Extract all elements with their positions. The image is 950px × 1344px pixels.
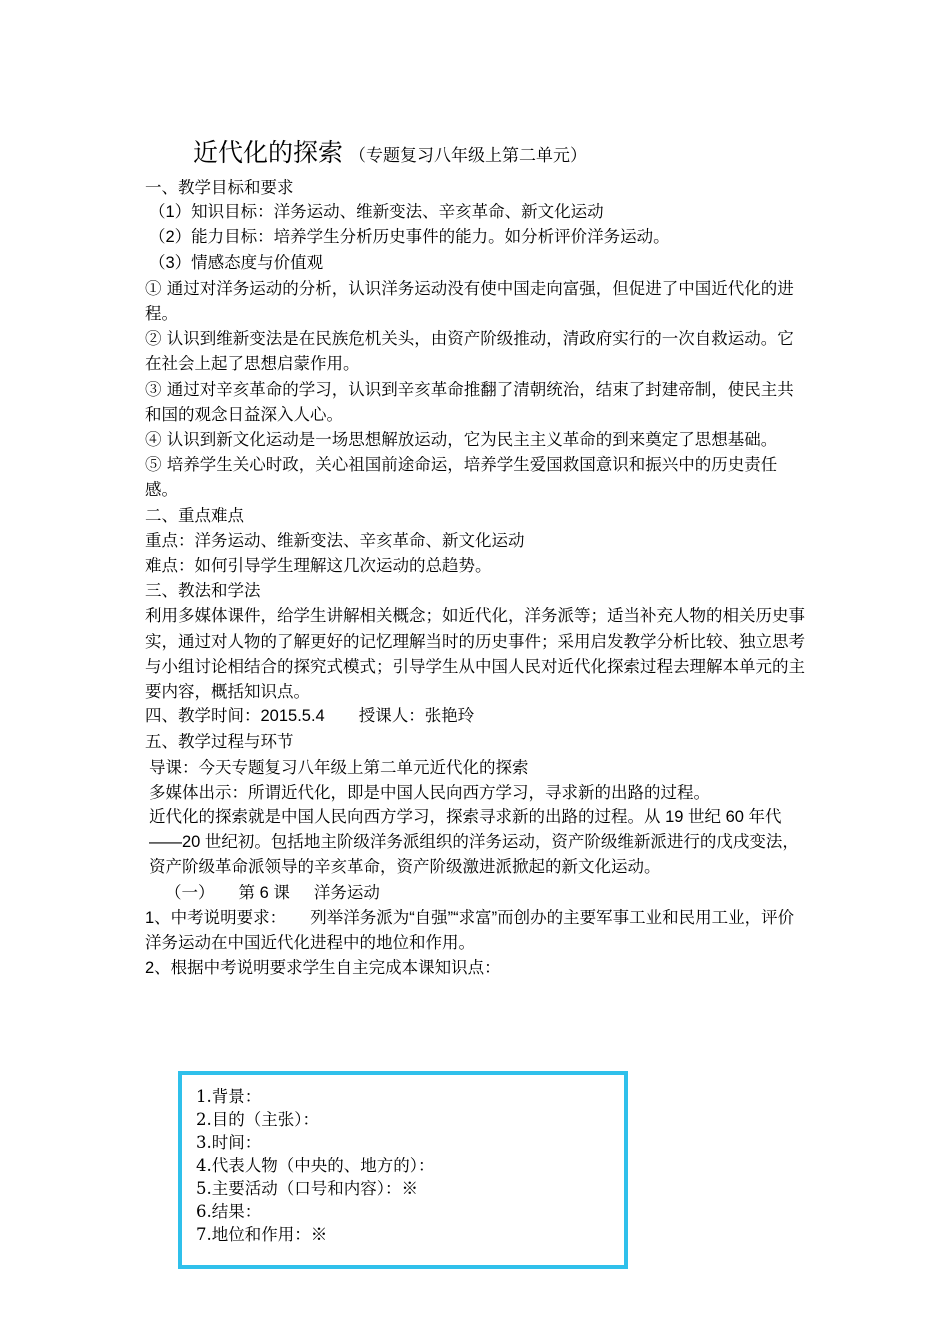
lesson-title: 洋务运动 — [313, 883, 380, 902]
goal-knowledge: （1）知识目标：洋务运动、维新变法、辛亥革命、新文化运动 — [149, 203, 604, 222]
section-heading: 五、教学过程与环节 — [145, 732, 294, 752]
knowledge-item-time: 3.时间： — [196, 1133, 262, 1152]
difficult-points: 难点：如何引导学生理解这几次运动的总趋势。 — [145, 556, 492, 576]
exam-requirement — [145, 906, 810, 956]
goal-attitude: （3）情感态度与价值观 — [149, 253, 324, 272]
knowledge-item-result: 6.结果： — [196, 1202, 262, 1221]
lesson-no: 第 6 课 — [238, 883, 290, 902]
exam-requirement-label: 1、中考说明要求： — [145, 908, 287, 927]
lesson-heading — [145, 881, 810, 906]
goal-item: ② 认识到维新变法是在民族危机关头，由资产阶级推动，清政府实行的一次自救运动。它在社会上起了思想启蒙作用。 — [145, 329, 794, 374]
goal-item: ③ 通过对辛亥革命的学习，认识到辛亥革命推翻了清朝统治，结束了封建帝制，使民主共和国的观念日益深入人心。 — [145, 379, 794, 424]
goal-item: ④ 认识到新文化运动是一场思想解放运动，它为民主主义革命的到来奠定了思想基础。 — [145, 430, 778, 450]
knowledge-item-figures: 4.代表人物（中央的、地方的）： — [196, 1156, 435, 1175]
title-subtitle: （专题复习八年级上第二单元） — [349, 146, 588, 166]
lesson-number: （一） — [165, 883, 215, 902]
document-title — [193, 133, 587, 169]
knowledge-item-purpose: 2.目的（主张）： — [196, 1110, 319, 1129]
knowledge-item-background: 1.背景： — [196, 1087, 262, 1106]
teaching-time: 四、教学时间：2015.5.4 — [145, 707, 325, 726]
teaching-time-line — [145, 704, 810, 729]
teacher: 授课人：张艳玲 — [358, 707, 475, 726]
key-points: 重点：洋务运动、维新变法、辛亥革命、新文化运动 — [145, 530, 525, 550]
explanation-paragraph: 近代化的探索就是中国人民向西方学习，探索寻求新的出路的过程。从 19 世纪 60 年代——20 世纪初。包括地主阶级洋务派组织的洋务运动，资产阶级维新派进行的戊戌变法，资产阶级革命派领导的辛亥革命，资产阶级激进派掀起的新文化运动。 — [149, 808, 799, 877]
method-paragraph: 利用多媒体课件，给学生讲解相关概念；如近代化，洋务派等；适当补充人物的相关历史事实，通过对人物的了解更好的记忆理解当时的历史事件；采用启发教学分析比较、独立思考与小组讨论相结合的探究式模式；引导学生从中国人民对近代化探索过程去理解本单元的主要内容，概括知识点。 — [145, 606, 805, 702]
knowledge-points-list — [196, 1085, 435, 1246]
title-main: 近代化的探索 — [193, 138, 344, 167]
goal-ability: （2）能力目标：培养学生分析历史事件的能力。如分析评价洋务运动。 — [149, 228, 670, 247]
document-body — [145, 175, 810, 982]
knowledge-points-box — [178, 1071, 628, 1269]
goal-item: ① 通过对洋务运动的分析，认识洋务运动没有使中国走向富强，但促进了中国近代化的进程。 — [145, 278, 794, 324]
section-heading: 二、重点难点 — [145, 505, 244, 525]
multimedia-line: 多媒体出示：所谓近代化，即是中国人民向西方学习，寻求新的出路的过程。 — [149, 782, 710, 802]
goal-item: ⑤ 培养学生关心时政，关心祖国前途命运，培养学生爱国救国意识和振兴中的历史责任感。 — [145, 455, 778, 500]
section-heading: 三、教法和学法 — [145, 581, 261, 601]
knowledge-item-activities: 5.主要活动（口号和内容）：※ — [196, 1179, 418, 1198]
exam-requirement-body: 列举洋务派为“自强”“求富”而创办的主要军事工业和民用工业，评价洋务运动在中国近代化进程中的地位和作用。 — [145, 908, 795, 953]
self-study-instruction: 2、根据中考说明要求学生自主完成本课知识点： — [145, 959, 501, 978]
intro-line: 导课：今天专题复习八年级上第二单元近代化的探索 — [149, 757, 529, 777]
section-heading: 一、教学目标和要求 — [145, 178, 294, 197]
knowledge-item-significance: 7.地位和作用：※ — [196, 1225, 328, 1244]
